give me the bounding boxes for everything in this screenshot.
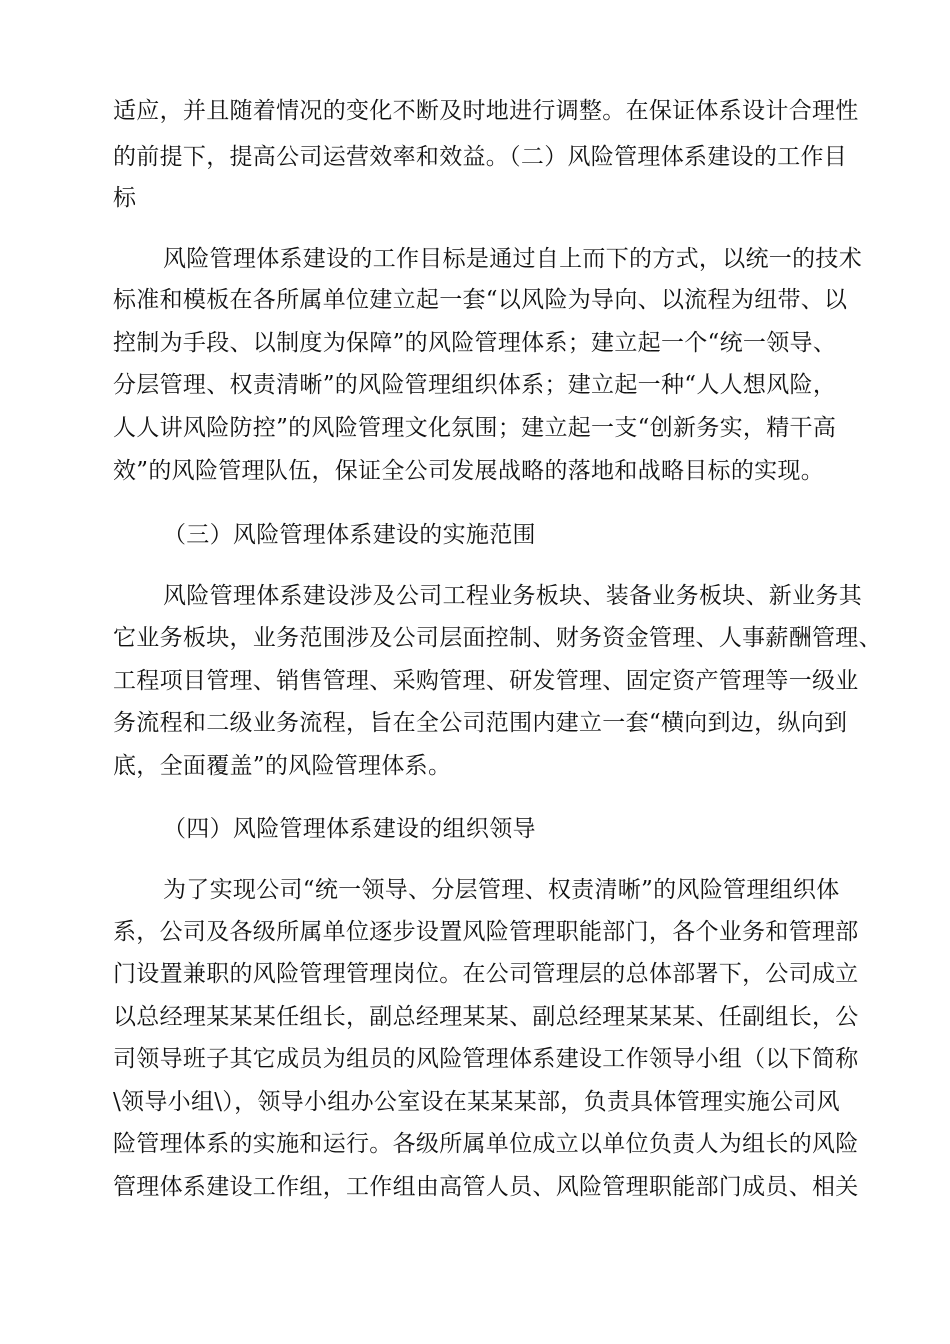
paragraph-4-line: 门设置兼职的风险管理管理岗位。在公司管理层的总体部署下，公司成立 bbox=[113, 961, 859, 987]
paragraph-2-line: 人人讲风险防控”的风险管理文化氛围；建立起一支“创新务实，精干高 bbox=[113, 415, 837, 441]
section-heading-4: （四）风险管理体系建设的组织领导 bbox=[163, 816, 536, 842]
paragraph-4-line: 险管理体系的实施和运行。各级所属单位成立以单位负责人为组长的风险 bbox=[113, 1131, 859, 1157]
paragraph-4-line: 以总经理某某某任组长，副总经理某某、副总经理某某某、任副组长，公 bbox=[113, 1004, 859, 1030]
paragraph-1-line: 标 bbox=[113, 185, 137, 211]
paragraph-3-line: 风险管理体系建设涉及公司工程业务板块、装备业务板块、新业务其 bbox=[163, 583, 862, 609]
paragraph-3-line: 底，全面覆盖”的风险管理体系。 bbox=[113, 753, 452, 779]
paragraph-4-line: 系，公司及各级所属单位逐步设置风险管理职能部门，各个业务和管理部 bbox=[113, 919, 859, 945]
paragraph-4-line: 为了实现公司“统一领导、分层管理、权责清晰”的风险管理组织体 bbox=[163, 877, 840, 903]
section-heading-3: （三）风险管理体系建设的实施范围 bbox=[163, 522, 536, 548]
paragraph-2-line: 分层管理、权责清晰”的风险管理组织体系；建立起一种“人人想风险， bbox=[113, 372, 837, 398]
paragraph-2-line: 效”的风险管理队伍，保证全公司发展战略的落地和战略目标的实现。 bbox=[113, 458, 825, 484]
paragraph-1-line: 适应，并且随着情况的变化不断及时地进行调整。在保证体系设计合理性 bbox=[113, 98, 859, 124]
paragraph-2-line: 标准和模板在各所属单位建立起一套“以风险为导向、以流程为纽带、以 bbox=[113, 287, 848, 313]
paragraph-1-line: 的前提下，提高公司运营效率和效益。（二）风险管理体系建设的工作目 bbox=[113, 144, 848, 170]
paragraph-3-line: 工程项目管理、销售管理、采购管理、研发管理、固定资产管理等一级业 bbox=[113, 668, 859, 694]
paragraph-4-line: 司领导班子其它成员为组员的风险管理体系建设工作领导小组（以下简称 bbox=[113, 1046, 859, 1072]
paragraph-4-line: 管理体系建设工作组，工作组由高管人员、风险管理职能部门成员、相关 bbox=[113, 1174, 859, 1200]
paragraph-4-line: \领导小组\），领导小组办公室设在某某某部，负责具体管理实施公司风 bbox=[113, 1089, 840, 1115]
paragraph-3-line: 它业务板块，业务范围涉及公司层面控制、财务资金管理、人事薪酬管理、 bbox=[113, 625, 882, 651]
paragraph-2-line: 风险管理体系建设的工作目标是通过自上而下的方式，以统一的技术 bbox=[163, 246, 862, 272]
paragraph-3-line: 务流程和二级业务流程，旨在全公司范围内建立一套“横向到边，纵向到 bbox=[113, 710, 848, 736]
paragraph-2-line: 控制为手段、以制度为保障”的风险管理体系；建立起一个“统一领导、 bbox=[113, 330, 837, 356]
